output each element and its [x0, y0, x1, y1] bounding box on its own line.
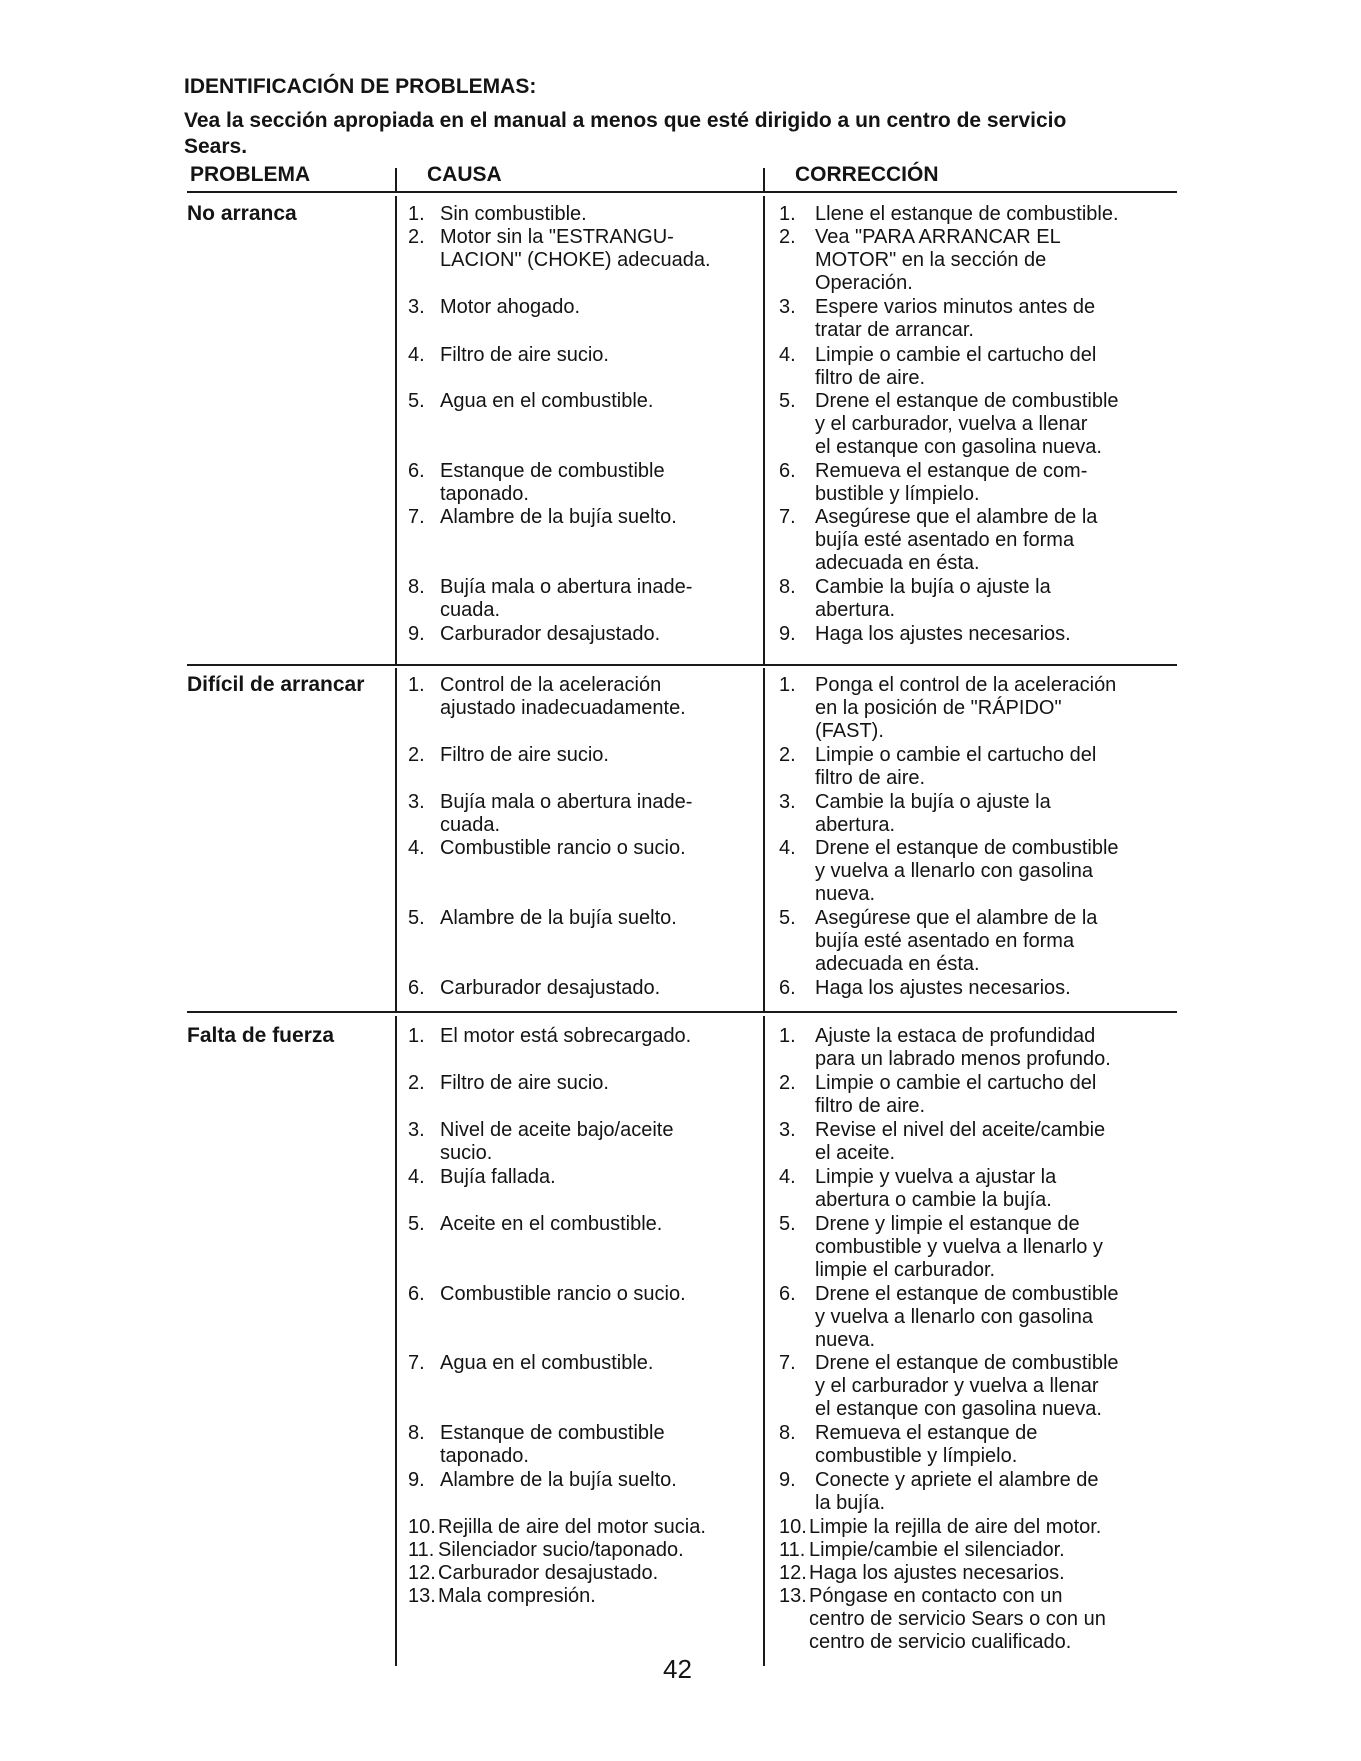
item-number: 9.	[408, 623, 425, 645]
cause-item	[408, 837, 748, 860]
cause-text: Estanque de combustible taponado.	[440, 460, 665, 505]
correction-item	[779, 460, 1174, 506]
cause-text: Sin combustible.	[440, 203, 587, 225]
cause-item	[408, 623, 748, 646]
item-number: 1.	[408, 674, 425, 696]
problem-label: No arranca	[187, 202, 297, 225]
cause-item	[408, 1585, 748, 1608]
item-number: 6.	[779, 460, 796, 482]
cause-item	[408, 1422, 748, 1468]
page-subtitle: Vea la sección apropiada en el manual a menos que esté dirigido a un centro de servicio Sears.	[184, 109, 1067, 158]
correction-item	[779, 977, 1174, 1000]
correction-text: Llene el estanque de combustible.	[815, 203, 1119, 225]
item-number: 7.	[779, 506, 796, 528]
table-divider	[187, 1011, 1177, 1013]
correction-text: Revise el nivel del aceite/cambie el aceite.	[815, 1119, 1106, 1164]
item-number: 6.	[779, 1283, 796, 1305]
item-number: 10.	[408, 1516, 436, 1538]
item-number: 8.	[408, 576, 425, 598]
item-number: 5.	[779, 1213, 796, 1235]
item-number: 3.	[408, 296, 425, 318]
correction-item	[779, 1516, 1174, 1539]
column-divider	[763, 196, 765, 664]
correction-item	[779, 506, 1174, 575]
cause-item	[408, 1283, 748, 1306]
item-number: 9.	[779, 623, 796, 645]
item-number: 11.	[779, 1539, 806, 1561]
cause-text: Filtro de aire sucio.	[440, 744, 609, 766]
item-number: 3.	[779, 1119, 796, 1141]
item-number: 2.	[408, 744, 425, 766]
item-number: 8.	[779, 1422, 796, 1444]
cause-item	[408, 674, 748, 720]
item-number: 8.	[408, 1422, 425, 1444]
column-divider	[395, 168, 397, 192]
item-number: 9.	[408, 1469, 425, 1491]
item-number: 1.	[779, 1025, 796, 1047]
cause-item	[408, 791, 748, 837]
cause-text: Filtro de aire sucio.	[440, 344, 609, 366]
item-number: 5.	[779, 907, 796, 929]
item-number: 5.	[408, 390, 425, 412]
correction-text: Remueva el estanque de com- bustible y límpielo.	[815, 460, 1088, 505]
correction-text: Drene y limpie el estanque de combustible y vuelva a llenarlo y limpie el carburador.	[815, 1213, 1103, 1281]
cause-text: Rejilla de aire del motor sucia.	[438, 1516, 706, 1538]
cause-item	[408, 1539, 748, 1562]
correction-text: Espere varios minutos antes de tratar de arrancar.	[815, 296, 1096, 341]
cause-item	[408, 1072, 748, 1095]
item-number: 6.	[779, 977, 796, 999]
correction-item	[779, 791, 1174, 837]
correction-item	[779, 1025, 1174, 1071]
correction-item	[779, 226, 1174, 295]
cause-item	[408, 1562, 748, 1585]
correction-text: Limpie o cambie el cartucho del filtro de aire.	[815, 344, 1097, 389]
item-number: 6.	[408, 1283, 425, 1305]
cause-text: Nivel de aceite bajo/aceite sucio.	[440, 1119, 674, 1164]
cause-item	[408, 460, 748, 506]
item-number: 7.	[779, 1352, 796, 1374]
column-divider	[395, 668, 397, 1011]
cause-item	[408, 1166, 748, 1189]
cause-text: Bujía fallada.	[440, 1166, 556, 1188]
cause-text: Estanque de combustible taponado.	[440, 1422, 665, 1467]
correction-item	[779, 1119, 1174, 1165]
item-number: 1.	[408, 203, 425, 225]
item-number: 2.	[779, 1072, 796, 1094]
column-header-cause: CAUSA	[427, 163, 502, 186]
item-number: 4.	[408, 1166, 425, 1188]
column-divider	[763, 668, 765, 1011]
item-number: 7.	[408, 1352, 425, 1374]
item-number: 5.	[779, 390, 796, 412]
column-divider	[763, 168, 765, 192]
column-header-problem: PROBLEMA	[190, 163, 311, 186]
table-divider	[187, 191, 1177, 193]
cause-item	[408, 344, 748, 367]
cause-item	[408, 296, 748, 319]
correction-text: Remueva el estanque de combustible y límpielo.	[815, 1422, 1038, 1467]
correction-text: Limpie la rejilla de aire del motor.	[809, 1516, 1102, 1538]
correction-item	[779, 1213, 1174, 1282]
cause-item	[408, 506, 748, 529]
correction-item	[779, 1166, 1174, 1212]
item-number: 4.	[779, 1166, 796, 1188]
correction-text: Asegúrese que el alambre de la bujía esté asentado en forma adecuada en ésta.	[815, 907, 1098, 975]
cause-item	[408, 226, 748, 272]
correction-item	[779, 344, 1174, 390]
cause-text: Bujía mala o abertura inade- cuada.	[440, 576, 693, 621]
item-number: 2.	[408, 1072, 425, 1094]
correction-text: Drene el estanque de combustible y vuelva a llenarlo con gasolina nueva.	[815, 837, 1119, 905]
correction-item	[779, 296, 1174, 342]
cause-text: El motor está sobrecargado.	[440, 1025, 692, 1047]
item-number: 3.	[779, 791, 796, 813]
item-number: 4.	[779, 837, 796, 859]
cause-text: Carburador desajustado.	[440, 977, 661, 999]
item-number: 1.	[779, 203, 796, 225]
item-number: 2.	[408, 226, 425, 248]
correction-item	[779, 1422, 1174, 1468]
cause-item	[408, 907, 748, 930]
item-number: 6.	[408, 977, 425, 999]
cause-text: Silenciador sucio/taponado.	[438, 1539, 684, 1561]
cause-text: Combustible rancio o sucio.	[440, 1283, 686, 1305]
correction-text: Cambie la bujía o ajuste la abertura.	[815, 791, 1051, 836]
cause-text: Agua en el combustible.	[440, 1352, 654, 1374]
correction-text: Haga los ajustes necesarios.	[809, 1562, 1065, 1584]
item-number: 6.	[408, 460, 425, 482]
correction-item	[779, 1585, 1174, 1654]
item-number: 1.	[779, 674, 796, 696]
cause-text: Motor ahogado.	[440, 296, 581, 318]
item-number: 5.	[408, 907, 425, 929]
item-number: 8.	[779, 576, 796, 598]
cause-text: Carburador desajustado.	[440, 623, 661, 645]
item-number: 3.	[779, 296, 796, 318]
item-number: 5.	[408, 1213, 425, 1235]
correction-item	[779, 837, 1174, 906]
cause-text: Alambre de la bujía suelto.	[440, 907, 677, 929]
cause-text: Alambre de la bujía suelto.	[440, 1469, 677, 1491]
item-number: 2.	[779, 226, 796, 248]
cause-item	[408, 1352, 748, 1375]
cause-text: Mala compresión.	[438, 1585, 596, 1607]
column-header-correction: CORRECCIÓN	[795, 163, 939, 186]
correction-text: Ponga el control de la aceleración en la posición de "RÁPIDO" (FAST).	[815, 674, 1117, 742]
problem-label: Difícil de arrancar	[187, 673, 365, 696]
problem-label: Falta de fuerza	[187, 1024, 335, 1047]
item-number: 3.	[408, 1119, 425, 1141]
correction-item	[779, 1562, 1174, 1585]
cause-text: Aceite en el combustible.	[440, 1213, 663, 1235]
cause-text: Bujía mala o abertura inade- cuada.	[440, 791, 693, 836]
cause-item	[408, 977, 748, 1000]
correction-item	[779, 1283, 1174, 1352]
cause-item	[408, 1516, 748, 1539]
cause-item	[408, 390, 748, 413]
correction-item	[779, 907, 1174, 976]
item-number: 1.	[408, 1025, 425, 1047]
cause-item	[408, 744, 748, 767]
cause-text: Filtro de aire sucio.	[440, 1072, 609, 1094]
cause-item	[408, 1119, 748, 1165]
cause-text: Alambre de la bujía suelto.	[440, 506, 677, 528]
correction-item	[779, 623, 1174, 646]
correction-item	[779, 203, 1174, 226]
cause-item	[408, 203, 748, 226]
correction-item	[779, 576, 1174, 622]
page-title: IDENTIFICACIÓN DE PROBLEMAS:	[184, 75, 537, 98]
correction-text: Conecte y apriete el alambre de la bujía.	[815, 1469, 1099, 1514]
item-number: 7.	[408, 506, 425, 528]
cause-text: Motor sin la "ESTRANGU- LACION" (CHOKE) adecuada.	[440, 226, 711, 271]
item-number: 3.	[408, 791, 425, 813]
correction-text: Limpie y vuelva a ajustar la abertura o cambie la bujía.	[815, 1166, 1057, 1211]
correction-text: Haga los ajustes necesarios.	[815, 977, 1071, 999]
item-number: 4.	[779, 344, 796, 366]
item-number: 11.	[408, 1539, 435, 1561]
page-number: 42	[663, 1654, 692, 1684]
item-number: 12.	[408, 1562, 436, 1584]
correction-item	[779, 1352, 1174, 1421]
correction-text: Limpie o cambie el cartucho del filtro de aire.	[815, 1072, 1097, 1117]
correction-text: Ajuste la estaca de profundidad para un labrado menos profundo.	[815, 1025, 1111, 1070]
correction-text: Drene el estanque de combustible y vuelva a llenarlo con gasolina nueva.	[815, 1283, 1119, 1351]
column-divider	[763, 1016, 765, 1666]
item-number: 2.	[779, 744, 796, 766]
cause-item	[408, 1469, 748, 1492]
correction-item	[779, 1539, 1174, 1562]
item-number: 9.	[779, 1469, 796, 1491]
cause-text: Combustible rancio o sucio.	[440, 837, 686, 859]
correction-text: Drene el estanque de combustible y el carburador y vuelva a llenar el estanque con gasolina nueva.	[815, 1352, 1119, 1420]
correction-text: Drene el estanque de combustible y el carburador, vuelva a llenar el estanque con gasolina nueva.	[815, 390, 1119, 458]
correction-text: Póngase en contacto con un centro de servicio Sears o con un centro de servicio cualificado.	[809, 1585, 1106, 1653]
column-divider	[395, 1016, 397, 1666]
correction-item	[779, 744, 1174, 790]
item-number: 4.	[408, 344, 425, 366]
cause-item	[408, 1213, 748, 1236]
cause-text: Carburador desajustado.	[438, 1562, 659, 1584]
correction-text: Limpie o cambie el cartucho del filtro de aire.	[815, 744, 1097, 789]
item-number: 10.	[779, 1516, 807, 1538]
cause-item	[408, 1025, 748, 1048]
correction-item	[779, 1469, 1174, 1515]
correction-item	[779, 390, 1174, 459]
cause-text: Control de la aceleración ajustado inadecuadamente.	[440, 674, 686, 719]
item-number: 13.	[408, 1585, 436, 1607]
cause-item	[408, 576, 748, 622]
correction-text: Asegúrese que el alambre de la bujía esté asentado en forma adecuada en ésta.	[815, 506, 1098, 574]
table-divider	[187, 664, 1177, 666]
item-number: 13.	[779, 1585, 807, 1607]
item-number: 4.	[408, 837, 425, 859]
column-divider	[395, 196, 397, 664]
correction-item	[779, 674, 1174, 743]
correction-text: Vea "PARA ARRANCAR EL MOTOR" en la sección de Operación.	[815, 226, 1061, 294]
item-number: 12.	[779, 1562, 807, 1584]
correction-text: Cambie la bujía o ajuste la abertura.	[815, 576, 1051, 621]
correction-text: Limpie/cambie el silenciador.	[809, 1539, 1065, 1561]
correction-text: Haga los ajustes necesarios.	[815, 623, 1071, 645]
correction-item	[779, 1072, 1174, 1118]
cause-text: Agua en el combustible.	[440, 390, 654, 412]
